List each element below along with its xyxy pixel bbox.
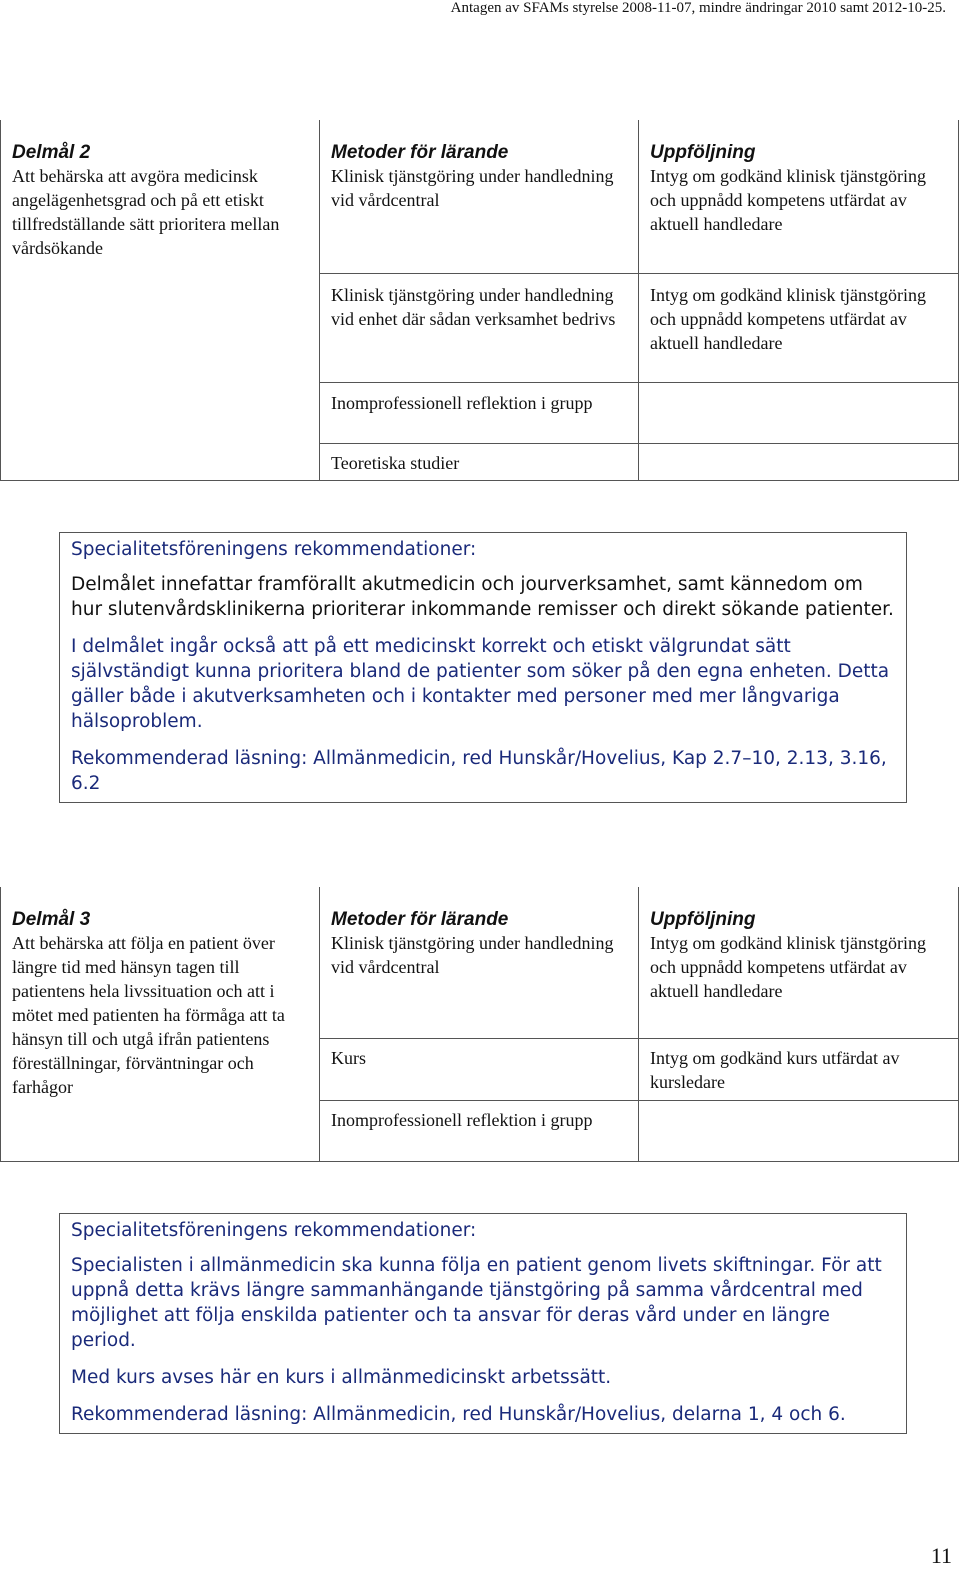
recommendations-paragraph: Med kurs avses här en kurs i allmänmedicinskt arbetssätt. bbox=[71, 1367, 612, 1388]
goal-2-method-1: Klinisk tjänstgöring under handledning vid vårdcentral bbox=[320, 164, 639, 273]
recommendations-box-goal-3 bbox=[59, 1213, 907, 1434]
goal-3-table bbox=[0, 887, 959, 1162]
recommendations-paragraph: Delmålet innefattar framförallt akutmedicin och jourverksamhet, samt kännedom om hur slutenvårdsklinikerna prioriterar inkommande remisser och direkt sökande patienter. bbox=[71, 574, 894, 620]
goal-2-followup-heading: Uppföljning bbox=[639, 120, 959, 164]
goal-2-method-4: Teoretiska studier bbox=[320, 443, 639, 480]
goal-2-heading: Delmål 2 bbox=[1, 120, 320, 164]
goal-2-followup-1: Intyg om godkänd klinisk tjänstgöring och uppnådd kompetens utfärdat av aktuell handledare bbox=[639, 164, 959, 273]
page-number: 11 bbox=[930, 1543, 952, 1568]
goal-3-heading: Delmål 3 bbox=[1, 887, 320, 931]
recommendations-paragraph: Specialisten i allmänmedicin ska kunna följa en patient genom livets skiftningar. För att uppnå detta krävs längre sammanhängande tjänstgöring på samma vårdcentral med möjlighet att följa enskilda patienter och ta ansvar för deras vård under en längre period. bbox=[71, 1255, 882, 1351]
goal-2-table bbox=[0, 120, 959, 481]
goal-2-followup-3 bbox=[639, 382, 959, 443]
goal-3-methods-heading: Metoder för lärande bbox=[320, 887, 639, 931]
recommendations-box-goal-2 bbox=[59, 532, 907, 803]
goal-3-followup-1: Intyg om godkänd klinisk tjänstgöring och uppnådd kompetens utfärdat av aktuell handledare bbox=[639, 931, 959, 1038]
goal-2-method-2: Klinisk tjänstgöring under handledning vid enhet där sådan verksamhet bedrivs bbox=[320, 273, 639, 382]
header-note: Antagen av SFAMs styrelse 2008-11-07, mindre ändringar 2010 samt 2012-10-25. bbox=[450, 0, 946, 16]
goal-3-method-1: Klinisk tjänstgöring under handledning vid vårdcentral bbox=[320, 931, 639, 1038]
recommendations-title: Specialitetsföreningens rekommendationer: bbox=[71, 539, 477, 560]
goal-3-followup-3 bbox=[639, 1100, 959, 1161]
goal-2-methods-heading: Metoder för lärande bbox=[320, 120, 639, 164]
goal-3-method-3: Inomprofessionell reflektion i grupp bbox=[320, 1100, 639, 1161]
recommendations-paragraph: I delmålet ingår också att på ett medicinskt korrekt och etiskt välgrundat sätt självständigt kunna prioritera bland de patienter som söker på den egna enheten. Detta gäller både i akutverksamheten och i kontakter med personer med mer långvariga hälsoproblem. bbox=[71, 636, 890, 732]
goal-2-followup-2: Intyg om godkänd klinisk tjänstgöring och uppnådd kompetens utfärdat av aktuell handledare bbox=[639, 273, 959, 382]
goal-2-method-3: Inomprofessionell reflektion i grupp bbox=[320, 382, 639, 443]
goal-3-followup-2: Intyg om godkänd kurs utfärdat av kursledare bbox=[639, 1038, 959, 1100]
goal-3-description: Att behärska att följa en patient över längre tid med hänsyn tagen till patientens hela livssituation och att i mötet med patienten ha förmåga att ta hänsyn till och utgå ifrån patientens föreställningar, förväntningar och farhågor bbox=[1, 931, 320, 1161]
goal-3-method-2: Kurs bbox=[320, 1038, 639, 1100]
recommended-reading: Rekommenderad läsning: Allmänmedicin, red Hunskår/Hovelius, delarna 1, 4 och 6. bbox=[71, 1404, 846, 1425]
recommendations-title: Specialitetsföreningens rekommendationer: bbox=[71, 1220, 477, 1241]
goal-2-description: Att behärska att avgöra medicinsk angelägenhetsgrad och på ett etiskt tillfredställande sätt prioritera mellan vårdsökande bbox=[1, 164, 320, 480]
recommended-reading: Rekommenderad läsning: Allmänmedicin, red Hunskår/Hovelius, Kap 2.7–10, 2.13, 3.16, 6.2 bbox=[71, 748, 887, 794]
goal-3-followup-heading: Uppföljning bbox=[639, 887, 959, 931]
goal-2-followup-4 bbox=[639, 443, 959, 480]
